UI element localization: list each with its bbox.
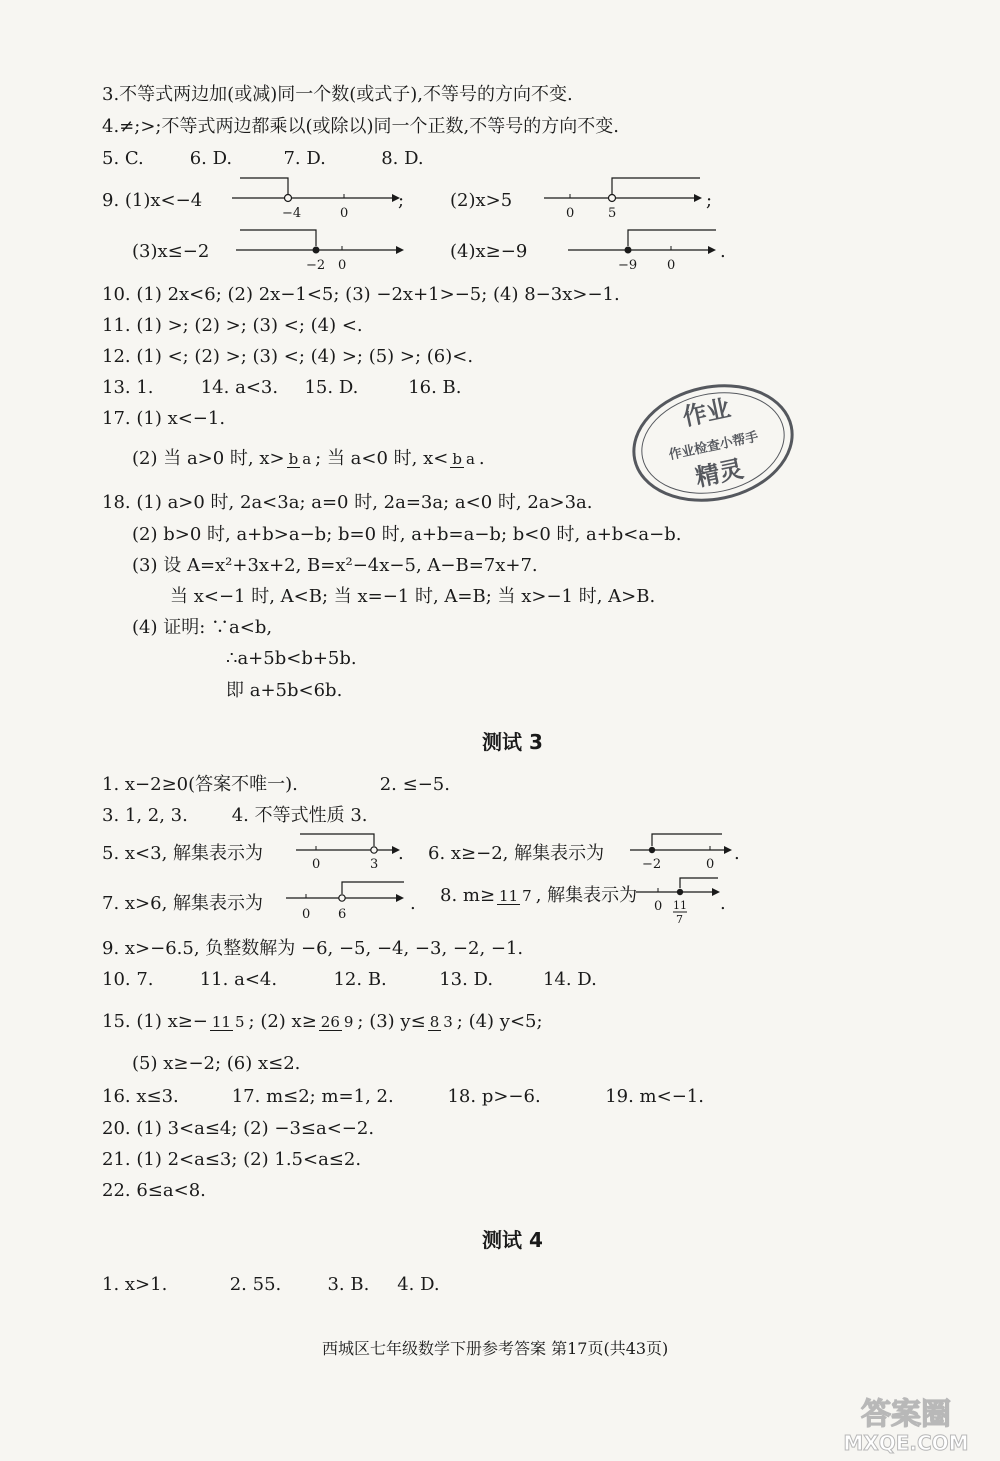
test3-answer-1: 1. x−2≥0(答案不唯一). (102, 774, 298, 795)
test3-answer-8-end: . (720, 893, 726, 914)
test3-answer-10: 10. 7. (102, 969, 154, 990)
svg-text:5: 5 (608, 206, 617, 221)
test3-answer-1-2 (102, 774, 450, 796)
test3-answer-2: 2. ≤−5. (379, 774, 450, 795)
answer-9-4-sep: . (720, 241, 726, 262)
svg-text:−4: −4 (282, 206, 302, 221)
test3-answer-18: 18. p>−6. (447, 1086, 541, 1107)
number-line-9-2 (544, 174, 724, 224)
test3-answer-17: 17. m≤2; m=1, 2. (231, 1086, 394, 1107)
svg-text:7: 7 (676, 913, 683, 926)
number-line-9-1 (232, 174, 412, 224)
number-line-9-3 (236, 226, 416, 276)
homework-stamp (628, 378, 798, 508)
test3-answer-14: 14. D. (542, 969, 597, 990)
svg-text:0: 0 (667, 258, 676, 273)
svg-text:0: 0 (706, 857, 715, 872)
svg-text:0: 0 (566, 206, 575, 221)
number-line-test3-6 (630, 830, 750, 874)
test4-answer-2: 2. 55. (229, 1274, 282, 1295)
fraction-11-over-5: 11 5 (211, 1012, 245, 1031)
answer-10: 10. (1) 2x<6; (2) 2x−1<5; (3) −2x+1>−5; (4) 8−3x>−1. (102, 284, 620, 305)
svg-text:作业: 作业 (680, 393, 733, 432)
heading-test-3: 测试 3 (482, 730, 543, 754)
test3-answer-4: 4. 不等式性质 3. (231, 805, 368, 826)
number-line-test3-8 (636, 876, 746, 932)
test3-answer-13: 13. D. (439, 969, 494, 990)
answer-3: 3.不等式两边加(或减)同一个数(或式子),不等号的方向不变. (102, 84, 573, 105)
fraction-b-over-a-1: b a (288, 449, 312, 468)
answer-18-3a: (3) 设 A=x²+3x+2, B=x²−4x−5, A−B=7x+7. (132, 555, 538, 576)
answer-17-2: (2) 当 a>0 时, x> b a ; 当 a<0 时, x< b a . (132, 448, 485, 469)
answer-16: 16. B. (408, 377, 462, 398)
svg-text:−2: −2 (306, 258, 326, 273)
fraction-11-over-7: 11 7 (499, 886, 532, 905)
test3-answer-16: 16. x≤3. (102, 1086, 179, 1107)
svg-text:11: 11 (673, 899, 687, 912)
test3-answer-10-14 (102, 969, 597, 991)
answer-9-1-sep: ; (398, 190, 405, 211)
answer-9-2-sep: ; (706, 190, 713, 211)
test3-answer-6-end: . (734, 843, 740, 864)
answer-12: 12. (1) <; (2) >; (3) <; (4) >; (5) >; (6)<. (102, 346, 474, 367)
answer-9-4: (4)x≥−9 (450, 241, 528, 262)
answer-5-8 (102, 148, 424, 170)
answer-14: 14. a<3. (200, 377, 279, 398)
svg-text:0: 0 (654, 899, 663, 914)
test3-answer-16-19 (102, 1086, 704, 1108)
answer-9-3: (3)x≤−2 (132, 241, 210, 262)
site-watermark (818, 1392, 993, 1456)
answer-18-3b: 当 x<−1 时, A<B; 当 x=−1 时, A=B; 当 x>−1 时, A>B. (170, 586, 656, 607)
answer-18-4c: 即 a+5b<6b. (226, 680, 343, 701)
test3-answer-3-4 (102, 805, 368, 827)
test3-answer-5: 5. x<3, 解集表示为 (102, 843, 264, 864)
test3-answer-3: 3. 1, 2, 3. (102, 805, 188, 826)
answer-7: 7. D. (283, 148, 326, 169)
answer-18-4a: (4) 证明: ∵a<b, (132, 617, 273, 638)
svg-text:答案圈: 答案圈 (861, 1397, 951, 1432)
test3-answer-22: 22. 6≤a<8. (102, 1180, 206, 1201)
answer-13-16 (102, 377, 462, 399)
answer-18-1: 18. (1) a>0 时, 2a<3a; a=0 时, 2a=3a; a<0 时, 2a>3a. (102, 492, 593, 513)
svg-text:−2: −2 (642, 857, 662, 872)
answer-6: 6. D. (189, 148, 233, 169)
answer-18-2: (2) b>0 时, a+b>a−b; b=0 时, a+b=a−b; b<0 时, a+b<a−b. (132, 524, 682, 545)
test3-answer-11: 11. a<4. (199, 969, 278, 990)
test3-answer-8: 8. m≥ 11 7 , 解集表示为 (440, 885, 638, 906)
answer-9-2: (2)x>5 (450, 190, 513, 211)
fraction-8-over-3: 8 3 (429, 1012, 453, 1031)
test3-answer-12: 12. B. (333, 969, 387, 990)
svg-text:作业检查小帮手: 作业检查小帮手 (667, 429, 760, 464)
answer-8: 8. D. (381, 148, 424, 169)
svg-text:0: 0 (302, 907, 311, 922)
test3-answer-5-end: . (398, 843, 404, 864)
answer-18-4b: ∴a+5b<b+5b. (226, 648, 357, 669)
test3-answer-7: 7. x>6, 解集表示为 (102, 893, 264, 914)
svg-text:精灵: 精灵 (693, 454, 746, 493)
answer-17-1: 17. (1) x<−1. (102, 408, 226, 429)
answer-11: 11. (1) >; (2) >; (3) <; (4) <. (102, 315, 363, 336)
test3-answer-15-cont: (5) x≥−2; (6) x≤2. (132, 1053, 301, 1074)
fraction-b-over-a-2: b a (452, 449, 475, 468)
svg-text:MXQE.COM: MXQE.COM (843, 1431, 969, 1455)
test3-answer-9: 9. x>−6.5, 负整数解为 −6, −5, −4, −3, −2, −1. (102, 938, 524, 959)
test3-answer-19: 19. m<−1. (605, 1086, 704, 1107)
svg-text:−9: −9 (618, 258, 638, 273)
svg-text:6: 6 (338, 907, 347, 922)
svg-text:3: 3 (370, 857, 379, 872)
fraction-26-over-9: 26 9 (320, 1012, 354, 1031)
answer-13: 13. 1. (102, 377, 154, 398)
test4-answer-4: 4. D. (397, 1274, 440, 1295)
test4-answer-3: 3. B. (327, 1274, 370, 1295)
test4-answer-1-4 (102, 1274, 440, 1296)
svg-text:0: 0 (340, 206, 349, 221)
test3-answer-21: 21. (1) 2<a≤3; (2) 1.5<a≤2. (102, 1149, 362, 1170)
page-footer: 西城区七年级数学下册参考答案 第17页(共43页) (322, 1339, 669, 1358)
answer-4: 4.≠;>;不等式两边都乘以(或除以)同一个正数,不等号的方向不变. (102, 116, 619, 137)
heading-test-4: 测试 4 (482, 1228, 543, 1252)
test3-answer-6: 6. x≥−2, 解集表示为 (428, 843, 605, 864)
number-line-test3-7 (286, 878, 416, 924)
svg-text:0: 0 (338, 258, 347, 273)
test3-answer-20: 20. (1) 3<a≤4; (2) −3≤a<−2. (102, 1118, 375, 1139)
answer-5: 5. C. (102, 148, 144, 169)
test3-answer-15: 15. (1) x≥− 11 5 ; (2) x≥ 26 9 ; (3) y≤ 8 3 ; (4) y<5; (102, 1011, 543, 1032)
test4-answer-1: 1. x>1. (102, 1274, 168, 1295)
answer-15: 15. D. (304, 377, 359, 398)
svg-text:0: 0 (312, 857, 321, 872)
test3-answer-7-end: . (410, 893, 416, 914)
answer-9-1: 9. (1)x<−4 (102, 190, 203, 211)
